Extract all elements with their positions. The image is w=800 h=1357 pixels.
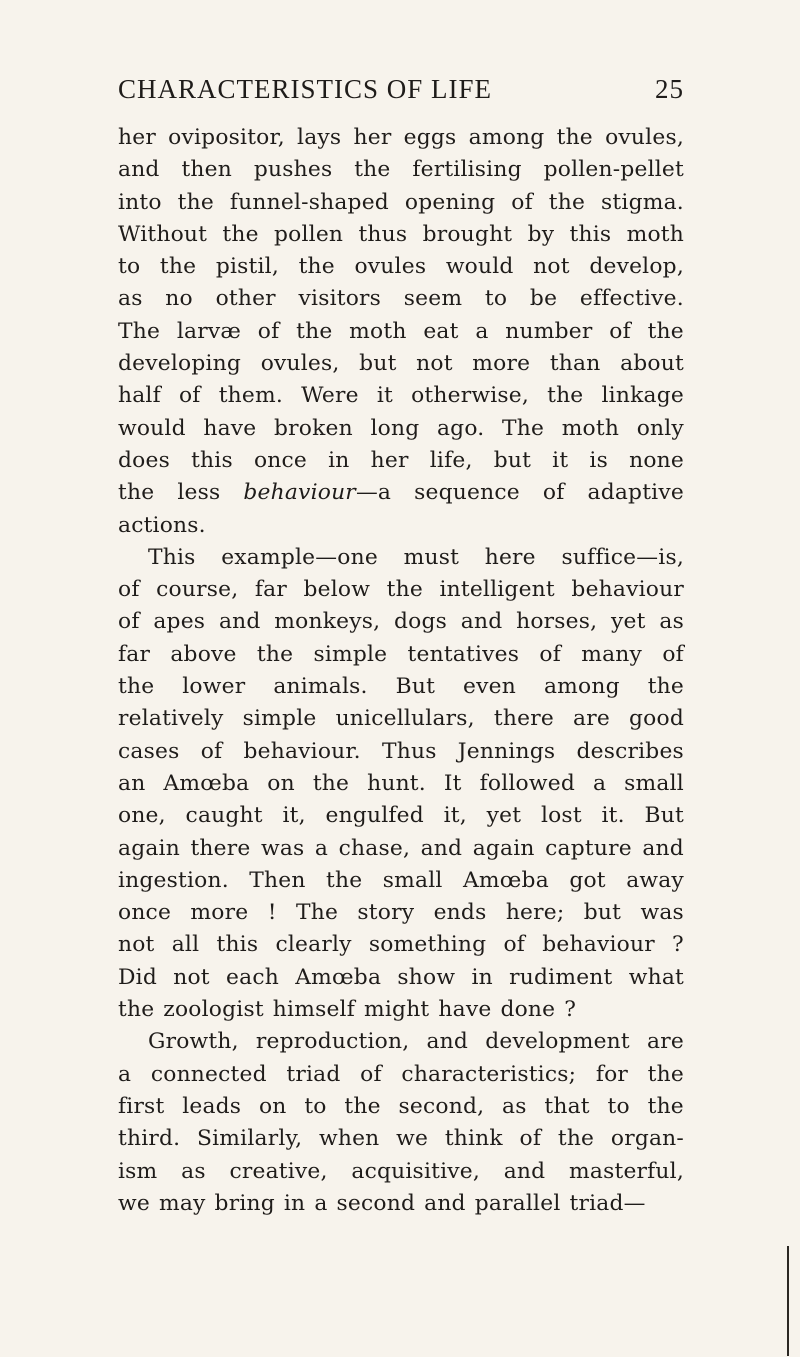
- text-line: third. Similarly, when we think of the organ-: [118, 1126, 684, 1152]
- text-line: actions.: [118, 512, 206, 538]
- text-line: The larvæ of the moth eat a number of the: [118, 318, 684, 344]
- text-line: and then pushes the fertilising pollen-pellet: [118, 157, 684, 183]
- text-line: ingestion. Then the small Amœba got away: [118, 867, 684, 893]
- text-line: Without the pollen thus brought by this moth: [118, 221, 684, 247]
- text-line: cases of behaviour. Thus Jennings describes: [118, 738, 684, 764]
- text-line: relatively simple unicellulars, there are good: [118, 706, 684, 732]
- text-line: a connected triad of characteristics; for the: [118, 1061, 684, 1087]
- text-line: into the funnel-shaped opening of the stigma.: [118, 189, 684, 215]
- body-text: [118, 122, 684, 1220]
- text-line: of apes and monkeys, dogs and horses, yet as: [118, 609, 684, 635]
- text-line: the lower animals. But even among the: [118, 674, 684, 700]
- text-line: one, caught it, engulfed it, yet lost it. But: [118, 803, 684, 829]
- text-line: far above the simple tentatives of many of: [118, 641, 684, 667]
- text-line: the zoologist himself might have done ?: [118, 997, 577, 1023]
- running-title: CHARACTERISTICS OF LIFE: [118, 74, 493, 104]
- text-line: not all this clearly something of behaviour ?: [118, 932, 684, 958]
- text-line: would have broken long ago. The moth only: [118, 415, 684, 441]
- text-line: of course, far below the intelligent behaviour: [118, 577, 684, 603]
- text-line: ism as creative, acquisitive, and masterful,: [118, 1158, 684, 1184]
- text-line: once more ! The story ends here; but was: [118, 900, 684, 926]
- text-line: developing ovules, but not more than about: [118, 351, 684, 377]
- text-line: as no other visitors seem to be effective.: [118, 286, 684, 312]
- text-line: to the pistil, the ovules would not develop,: [118, 254, 684, 280]
- running-head: [118, 74, 684, 114]
- text-line: This example—one must here suffice—is,: [148, 544, 684, 570]
- text-line: again there was a chase, and again capture and: [118, 835, 684, 861]
- text-line: we may bring in a second and parallel triad—: [118, 1190, 646, 1216]
- text-line: her ovipositor, lays her eggs among the ovules,: [118, 125, 684, 150]
- text-line: an Amœba on the hunt. It followed a small: [118, 770, 684, 796]
- text-line: Did not each Amœba show in rudiment what: [118, 964, 684, 990]
- text-line: first leads on to the second, as that to the: [118, 1093, 684, 1119]
- text-line: half of them. Were it otherwise, the linkage: [118, 383, 684, 409]
- text-line: the less behaviour—a sequence of adaptive: [118, 480, 684, 506]
- page-number: 25: [655, 74, 684, 104]
- page-edge-mark: [787, 1246, 789, 1356]
- text-line: Growth, reproduction, and development are: [148, 1029, 684, 1055]
- text-line: does this once in her life, but it is none: [118, 447, 684, 473]
